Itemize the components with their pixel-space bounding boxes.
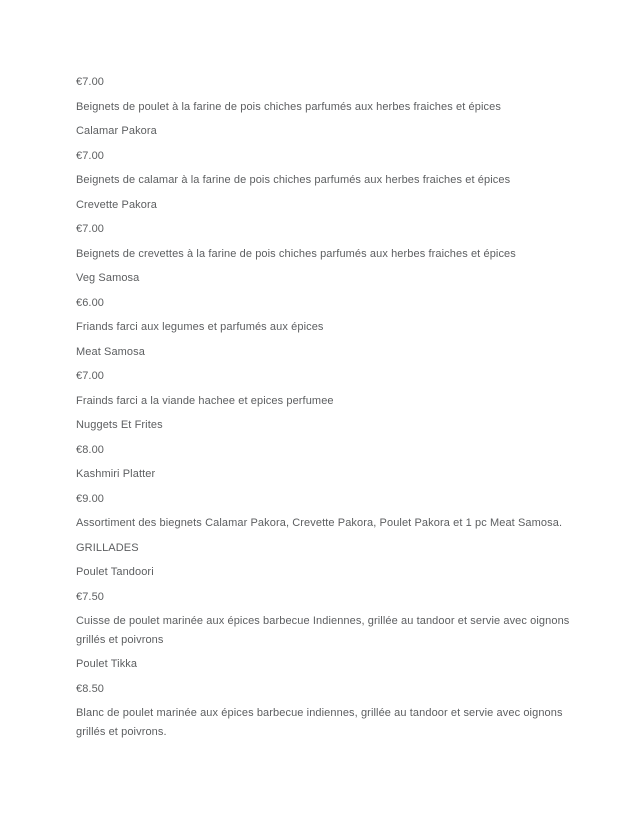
menu-item-price: €6.00 xyxy=(76,296,105,309)
menu-item-description: Cuisse de poulet marinée aux épices barbecue Indiennes, grillée au tandoor et servie avec oignons grillés et poivrons xyxy=(76,615,570,646)
menu-item-price: €9.00 xyxy=(76,492,105,505)
menu-item-price: €8.00 xyxy=(76,443,105,456)
menu-item-description: Frainds farci a la viande hachee et epices perfumee xyxy=(76,394,334,407)
menu-item-name: Poulet Tikka xyxy=(76,658,138,670)
menu-item-price: €7.00 xyxy=(76,223,105,235)
menu-item-price: €7.00 xyxy=(76,76,105,88)
menu-item-name: Meat Samosa xyxy=(76,345,145,358)
menu-item-price: €7.50 xyxy=(76,590,105,603)
menu-item-description: Beignets de poulet à la farine de pois chiches parfumés aux herbes fraiches et épices xyxy=(76,100,501,113)
menu-item-description: Beignets de calamar à la farine de pois chiches parfumés aux herbes fraiches et épices xyxy=(76,174,511,186)
menu-item-price: €7.00 xyxy=(76,149,105,162)
menu-item-price: €8.50 xyxy=(76,682,105,695)
menu-item-name: Veg Samosa xyxy=(76,272,140,284)
menu-item-description: Assortiment des biegnets Calamar Pakora, Crevette Pakora, Poulet Pakora et 1 pc Meat Samosa. xyxy=(76,517,563,529)
menu-item-description: Friands farci aux legumes et parfumés aux épices xyxy=(76,321,324,333)
menu-item-name: Kashmiri Platter xyxy=(76,468,156,480)
menu-item-name: Poulet Tandoori xyxy=(76,566,154,578)
menu-item-price: €7.00 xyxy=(76,370,105,382)
menu-item-name: Crevette Pakora xyxy=(76,198,157,211)
menu-item-name: Calamar Pakora xyxy=(76,125,157,137)
menu-section-header: GRILLADES xyxy=(76,541,139,554)
menu-item-name: Nuggets Et Frites xyxy=(76,419,163,431)
menu-item-description: Blanc de poulet marinée aux épices barbecue indiennes, grillée au tandoor et servie avec oignons grillés et poivrons. xyxy=(76,707,563,738)
menu-item-description: Beignets de crevettes à la farine de pois chiches parfumés aux herbes fraiches et épices xyxy=(76,247,516,260)
